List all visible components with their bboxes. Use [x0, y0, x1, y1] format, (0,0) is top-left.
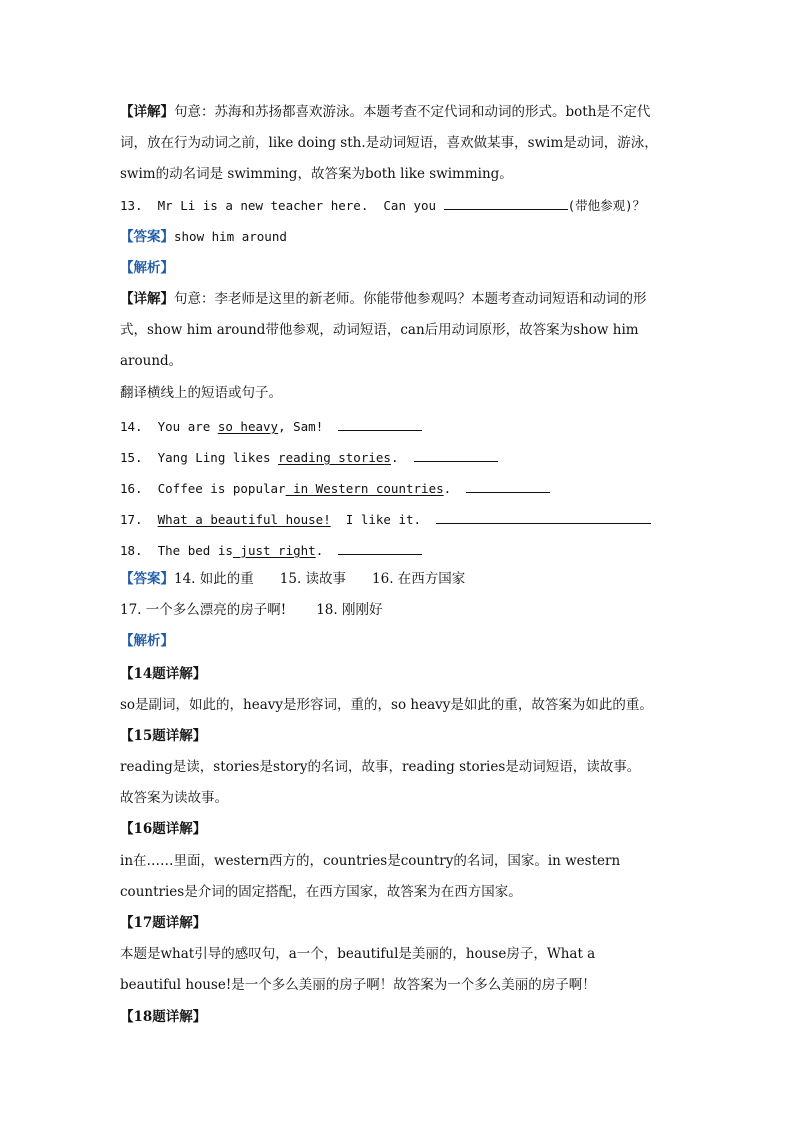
detail-heading-15: 【15题详解】 [120, 728, 207, 744]
detail-heading-17: 【17题详解】 [120, 915, 207, 931]
question-13: 13. Mr Li is a new teacher here. Can you (带他参观)？ [120, 198, 646, 213]
explanation-16: countries是介词的固定搭配，在西方国家，故答案为在西方国家。 [120, 884, 522, 900]
answers-row-1: 【答案】14. 如此的重 15. 读故事 16. 在西方国家 [120, 571, 466, 587]
explanation-line: 【详解】句意：李老师是这里的新老师。你能带他参观吗？本题考查动词短语和动词的形 [120, 291, 647, 307]
question-17: 17. What a beautiful house! I like it. [120, 511, 651, 528]
section-instruction: 翻译横线上的短语或句子。 [120, 385, 282, 401]
detail-heading-16: 【16题详解】 [120, 821, 207, 837]
answer-blank [338, 542, 422, 555]
detail-heading: 【详解】 [120, 291, 174, 307]
answer-blank [444, 197, 568, 210]
question-16: 16. Coffee is popular in Western countries. [120, 480, 550, 497]
answer-tag: 【答案】 [120, 571, 174, 587]
explanation-16: in在……里面，western西方的，countries是country的名词，国家。in western [120, 853, 621, 869]
question-14: 14. You are so heavy, Sam! [120, 418, 422, 435]
explanation-17: 本题是what引导的感叹句，a一个，beautiful是美丽的，house房子，What a [120, 946, 596, 962]
answer-blank [466, 480, 550, 493]
explanation-15: 故答案为读故事。 [120, 790, 228, 806]
detail-heading-18: 【18题详解】 [120, 1009, 207, 1025]
answer-tag: 【答案】 [120, 229, 174, 245]
detail-heading: 【详解】 [120, 104, 174, 120]
answer-blank [414, 449, 498, 462]
detail-heading-14: 【14题详解】 [120, 666, 207, 682]
explanation-line: around。 [120, 353, 183, 369]
answer-13: 【答案】show him around [120, 229, 287, 245]
answer-blank [338, 418, 422, 431]
analysis-tag: 【解析】 [120, 260, 174, 276]
answers-row-2: 17. 一个多么漂亮的房子啊! 18. 刚刚好 [120, 602, 383, 618]
answer-blank [436, 511, 651, 524]
explanation-14: so是副词，如此的，heavy是形容词，重的，so heavy是如此的重，故答案为如此的重。 [120, 697, 653, 713]
explanation-line: 词，放在行为动词之前，like doing sth.是动词短语，喜欢做某事，swim是动词，游泳， [120, 135, 658, 151]
question-15: 15. Yang Ling likes reading stories. [120, 449, 498, 466]
question-18: 18. The bed is just right. [120, 542, 422, 559]
explanation-17: beautiful house!是一个多么美丽的房子啊！故答案为一个多么美丽的房子啊！ [120, 977, 596, 993]
explanation-line: swim的动名词是 swimming，故答案为both like swimming。 [120, 166, 513, 182]
explanation-15: reading是读，stories是story的名词，故事，reading stories是动词短语，读故事。 [120, 759, 641, 775]
explanation-line: 【详解】句意：苏海和苏扬都喜欢游泳。本题考查不定代词和动词的形式。both是不定代 [120, 104, 651, 120]
analysis-tag: 【解析】 [120, 633, 174, 649]
explanation-line: 式，show him around带他参观，动词短语，can后用动词原形，故答案为show him [120, 322, 639, 338]
